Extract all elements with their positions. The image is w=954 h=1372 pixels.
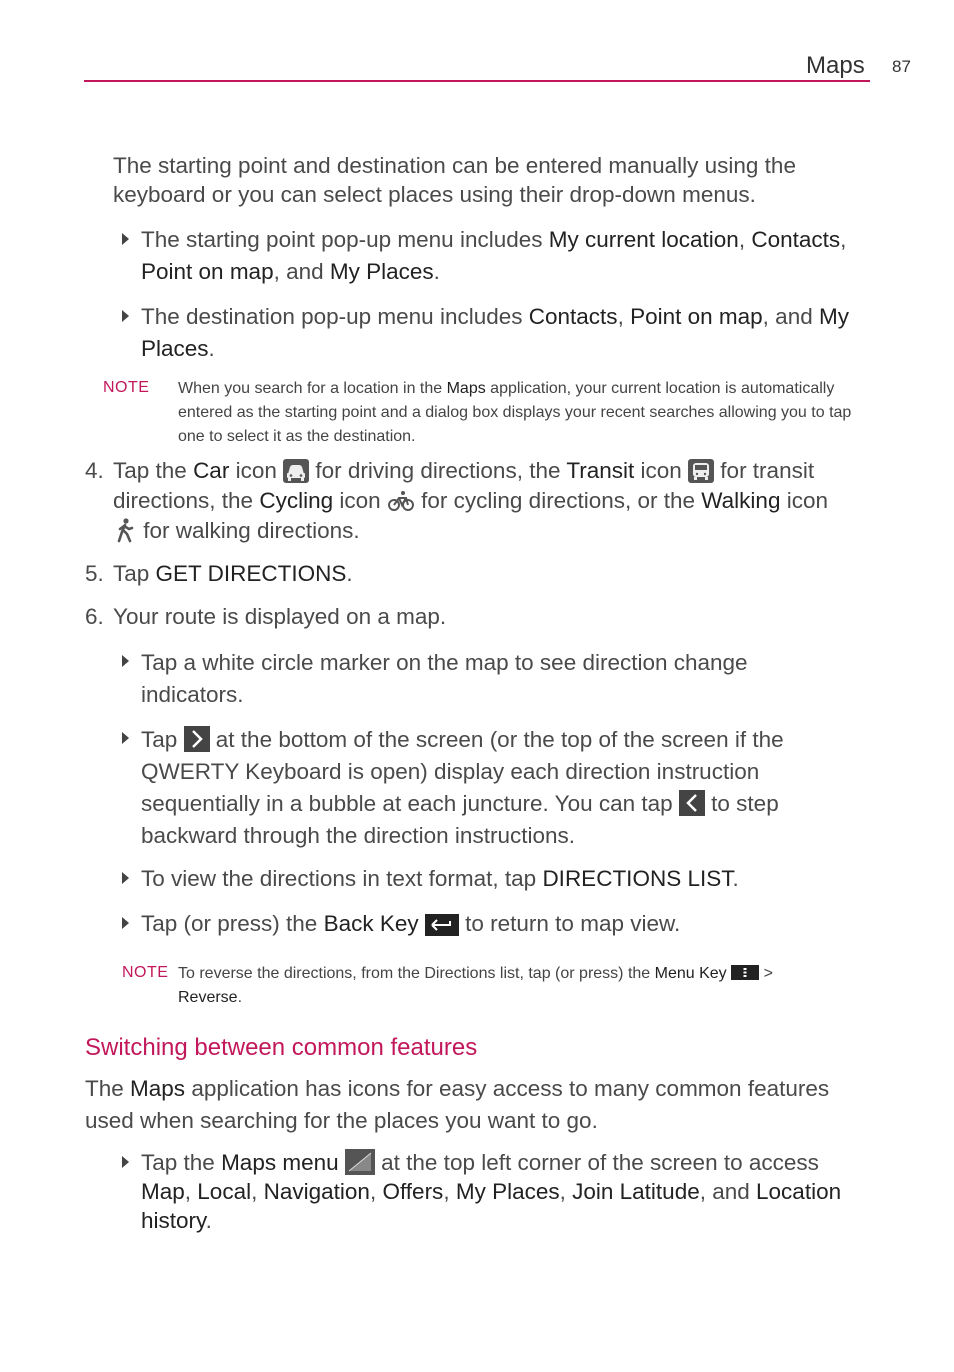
- text: Tap: [141, 727, 184, 752]
- text: , and: [273, 259, 330, 284]
- term-contacts: Contacts: [751, 227, 841, 252]
- chevron-left-icon: [679, 790, 705, 816]
- text: The destination pop-up menu includes: [141, 304, 529, 329]
- text: .: [433, 259, 440, 284]
- text: to step backward through the direction instructions.: [141, 791, 779, 848]
- text: to return to map view.: [458, 911, 681, 936]
- text: ,: [840, 227, 847, 252]
- text: , and: [699, 1179, 757, 1204]
- note-label: NOTE: [122, 964, 169, 981]
- text: icon: [229, 458, 284, 483]
- note-reverse-directions: [178, 962, 858, 1010]
- bullet-marker: [122, 310, 129, 322]
- menu-key-icon: [731, 965, 759, 980]
- text: .: [208, 336, 215, 361]
- maps-menu-icon: [345, 1149, 375, 1175]
- bullet-marker: [122, 917, 129, 929]
- step-number: 6.: [85, 604, 104, 629]
- walking-icon: [113, 517, 137, 543]
- text: icon: [333, 488, 387, 513]
- term-maps: Maps: [446, 380, 486, 397]
- back-key-icon: [425, 914, 459, 936]
- bus-icon: [688, 459, 714, 483]
- term-my-places: My Places: [329, 259, 434, 284]
- sub-bullet-back-key: [141, 909, 680, 939]
- sub-bullet-maps-menu: [141, 1148, 871, 1235]
- term-transit: Transit: [566, 458, 635, 483]
- bullet-marker: [122, 655, 129, 667]
- page-number: 87: [892, 57, 911, 76]
- sub-bullet-next-arrow: [141, 724, 841, 852]
- section-title: Switching between common features: [85, 1034, 478, 1061]
- text: ,: [559, 1179, 573, 1204]
- step-5-text: [113, 559, 353, 589]
- text: for walking directions.: [137, 518, 360, 543]
- header-title: Maps: [806, 52, 865, 79]
- text: .: [237, 989, 243, 1006]
- term-walking: Walking: [701, 488, 781, 513]
- term-directions-list: DIRECTIONS LIST: [542, 866, 733, 891]
- sub-bullet-white-circle: Tap a white circle marker on the map to see direction change indicators.: [141, 650, 748, 707]
- text: .: [732, 866, 739, 891]
- term-offers: Offers: [382, 1179, 444, 1204]
- text: To reverse the directions, from the Directions list, tap (or press) the: [178, 965, 655, 982]
- term-reverse: Reverse: [178, 989, 238, 1006]
- term-local: Local: [197, 1179, 252, 1204]
- text: ,: [251, 1179, 264, 1204]
- term-get-directions: GET DIRECTIONS: [155, 561, 347, 586]
- text: ,: [443, 1179, 456, 1204]
- text: ,: [617, 304, 631, 329]
- term-map: Map: [141, 1179, 185, 1204]
- text: at the top left corner of the screen to access: [374, 1150, 819, 1175]
- term-join-latitude: Join Latitude: [572, 1179, 700, 1204]
- text: for transit directions, the: [113, 458, 815, 513]
- bullet-destination: [141, 301, 861, 365]
- bullet-starting-point: [141, 224, 861, 288]
- text: >: [759, 965, 773, 982]
- term-my-current-location: My current location: [548, 227, 739, 252]
- text: , and: [762, 304, 819, 329]
- note-search-location: [178, 377, 873, 449]
- section-paragraph: [85, 1073, 875, 1137]
- text: Tap: [113, 561, 156, 586]
- text: Tap the: [113, 458, 194, 483]
- text: ,: [738, 227, 752, 252]
- term-menu-key: Menu Key: [654, 965, 727, 982]
- bullet-marker: [122, 1156, 129, 1168]
- text: ,: [369, 1179, 383, 1204]
- term-cycling: Cycling: [259, 488, 334, 513]
- bullet-marker: [122, 872, 129, 884]
- text: application, your current location is automatically entered as the starting point and a dialog box displays your recent searches allowing you to tap one to select it as the destination.: [178, 380, 852, 445]
- intro-paragraph: The starting point and destination can be entered manually using the keyboard or you can select places using their drop-down menus.: [113, 153, 796, 207]
- text: for cycling directions, or the: [414, 488, 702, 513]
- text: To view the directions in text format, tap: [141, 866, 543, 891]
- step-number: 5.: [85, 561, 104, 586]
- bicycle-icon: [387, 489, 415, 513]
- text: icon: [634, 458, 689, 483]
- text: .: [346, 561, 353, 586]
- bullet-marker: [122, 732, 129, 744]
- term-location-history: Location history: [141, 1179, 842, 1233]
- text: The: [85, 1076, 131, 1101]
- text: Tap (or press) the: [141, 911, 324, 936]
- text: .: [205, 1208, 212, 1233]
- step-6-text: Your route is displayed on a map.: [113, 604, 447, 629]
- text: Tap the: [141, 1150, 222, 1175]
- text: application has icons for easy access to many common features used when searching for the places you want to go.: [85, 1076, 830, 1133]
- car-icon: [283, 459, 309, 483]
- bullet-marker: [122, 233, 129, 245]
- text: The starting point pop-up menu includes: [141, 227, 549, 252]
- term-back-key: Back Key: [323, 911, 419, 936]
- term-car: Car: [193, 458, 230, 483]
- text: at the bottom of the screen (or the top of the screen if the QWERTY Keyboard is open) display each direction instruction sequentially in a bubble at each juncture. You can tap: [141, 727, 784, 816]
- text: for driving directions, the: [309, 458, 567, 483]
- header-rule: [84, 80, 870, 82]
- chevron-right-icon: [184, 726, 210, 752]
- term-maps-menu: Maps menu: [221, 1150, 339, 1175]
- sub-bullet-directions-list: [141, 864, 739, 894]
- term-navigation: Navigation: [263, 1179, 370, 1204]
- term-point-on-map: Point on map: [630, 304, 763, 329]
- text: ,: [184, 1179, 198, 1204]
- step-number: 4.: [85, 458, 104, 483]
- text: When you search for a location in the: [178, 380, 447, 397]
- term-my-places: My Places: [141, 304, 849, 361]
- note-label: NOTE: [103, 379, 150, 396]
- term-my-places: My Places: [455, 1179, 560, 1204]
- text: icon: [780, 488, 828, 513]
- term-contacts: Contacts: [528, 304, 618, 329]
- step-4-text: [113, 456, 878, 546]
- term-maps: Maps: [130, 1076, 186, 1101]
- term-point-on-map: Point on map: [141, 259, 274, 284]
